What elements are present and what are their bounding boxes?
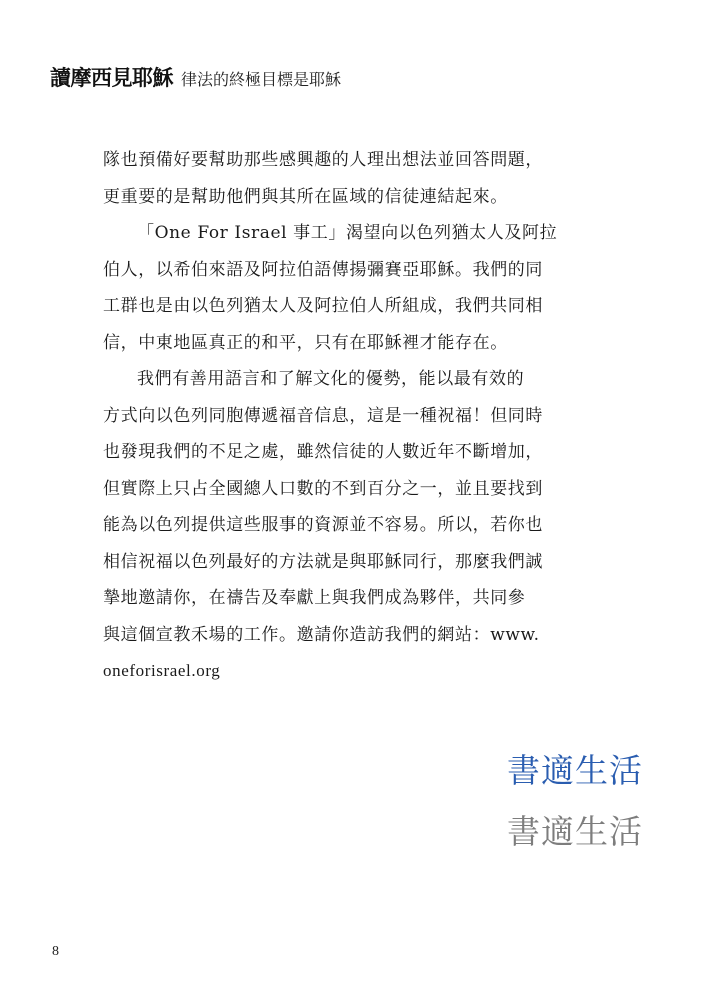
text-line: 相信祝福以色列最好的方法就是與耶穌同行，那麼我們誠 (103, 551, 543, 572)
text-line: 更重要的是幫助他們與其所在區域的信徒連結起來。 (103, 186, 508, 207)
text-line: 信，中東地區真正的和平，只有在耶穌裡才能存在。 (103, 332, 508, 353)
text-line: 方式向以色列同胞傳遞福音信息，這是一種祝福！但同時 (103, 405, 543, 426)
text-line: 工群也是由以色列猶太人及阿拉伯人所組成，我們共同相 (103, 296, 543, 316)
text-line: 摯地邀請你，在禱告及奉獻上與我們成為夥伴，共同參 (103, 588, 526, 608)
chapter-title: 律法的終極目標是耶穌 (181, 70, 342, 89)
text-line: 我們有善用語言和了解文化的優勢，能以最有效的 (137, 369, 525, 389)
text-line: 「One For Israel 事工」渴望向以色列猶太人及阿拉 (137, 223, 558, 243)
watermark-primary: 書適生活 (507, 751, 643, 790)
text-line: 與這個宣教禾場的工作。邀請你造訪我們的網站：www. (103, 624, 540, 645)
website-url: oneforisrael.org (103, 661, 221, 680)
text-line: 也發現我們的不足之處，雖然信徒的人數近年不斷增加， (103, 442, 543, 462)
text-line: 但實際上只占全國總人口數的不到百分之一，並且要找到 (103, 478, 543, 499)
text-line: 隊也預備好要幫助那些感興趣的人理出想法並回答問題， (103, 150, 543, 170)
page-number: 8 (52, 944, 59, 959)
book-title: 讀摩西見耶穌 (50, 65, 173, 90)
watermark-secondary: 書適生活 (507, 812, 643, 851)
text-line: 能為以色列提供這些服事的資源並不容易。所以，若你也 (103, 515, 543, 535)
running-header (50, 62, 341, 92)
text-line: 伯人，以希伯來語及阿拉伯語傳揚彌賽亞耶穌。我們的同 (103, 259, 543, 280)
body-text (103, 142, 593, 690)
